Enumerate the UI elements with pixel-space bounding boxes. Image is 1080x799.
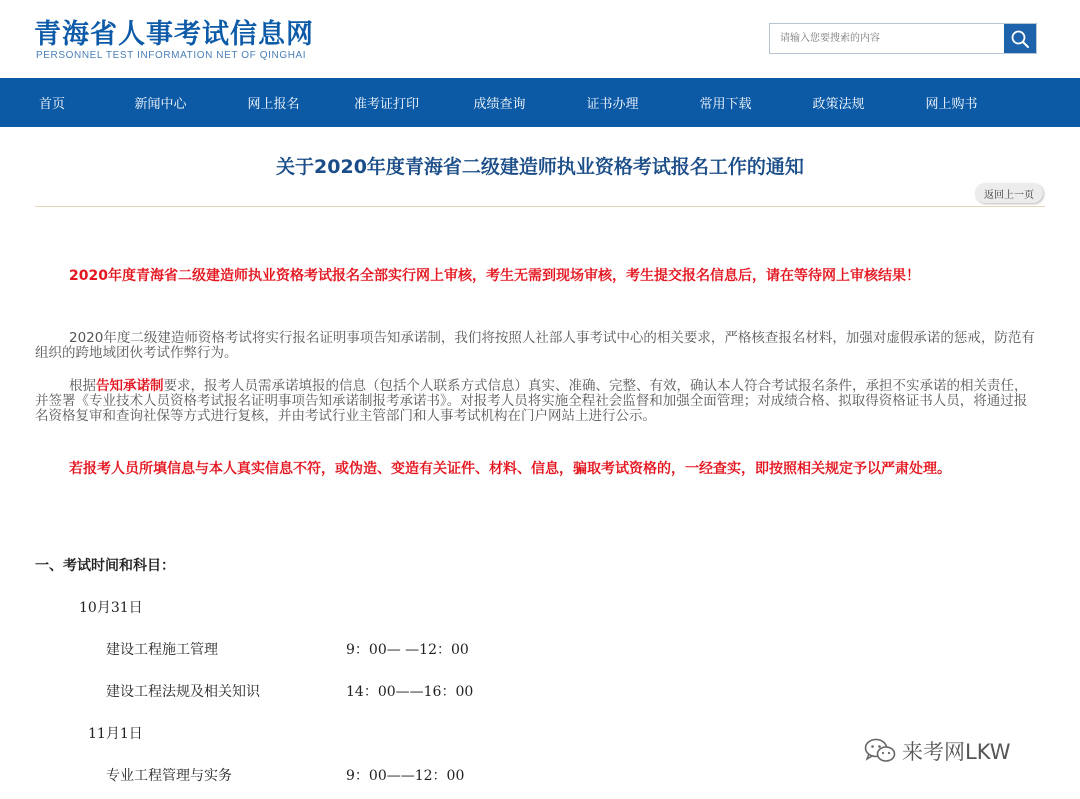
section-heading-exam-schedule: 一、考试时间和科目： bbox=[35, 558, 175, 574]
nav-item-admission-ticket[interactable]: 准考证打印 bbox=[353, 97, 419, 112]
search-button[interactable] bbox=[1004, 24, 1036, 53]
wechat-icon bbox=[864, 738, 896, 764]
back-button[interactable]: 返回上一页 bbox=[975, 183, 1043, 203]
exam-time-3: 9：00——12：00 bbox=[346, 768, 465, 784]
notice-commitment-system: 2020年度二级建造师资格考试将实行报名证明事项告知承诺制，我们将按照人社部人事考试中心的相关要求，严格核查报名材料，加强对虚假承诺的惩戒，防范有组织的跨地域团伙考试作弊行为。 bbox=[35, 330, 1035, 361]
watermark bbox=[864, 736, 1011, 766]
exam-subject-2: 建设工程法规及相关知识 bbox=[106, 684, 260, 700]
nav-item-book-purchase[interactable]: 网上购书 bbox=[925, 97, 978, 112]
article-title: 关于2020年度青海省二级建造师执业资格考试报名工作的通知 bbox=[276, 156, 804, 178]
main-nav bbox=[0, 78, 1080, 127]
search-input[interactable] bbox=[770, 24, 1005, 53]
notice-penalty: 若报考人员所填信息与本人真实信息不符，或伪造、变造有关证件、材料、信息，骗取考试资格的，一经查实，即按照相关规定予以严肃处理。 bbox=[69, 461, 951, 477]
watermark-text: 来考网LKW bbox=[902, 740, 1011, 764]
p3-body: 要求，报考人员需承诺填报的信息（包括个人联系方式信息）真实、准确、完整、有效，确认本人符合考试报名条件，承担不实承诺的相关责任，并签署《专业技术人员资格考试报名证明事项告知承诺制报考承诺书》。对报考人员将实施全程社会监督和加强全面管理；对成绩合格、拟取得资格证书人员，将通过报名资格复审和查询社保等方式进行复核，并由考试行业主管部门和人事考试机构在门户网站上进行公示。 bbox=[35, 378, 1028, 424]
nav-item-downloads[interactable]: 常用下载 bbox=[699, 97, 752, 112]
nav-item-online-registration[interactable]: 网上报名 bbox=[247, 97, 300, 112]
notice-commitment-requirements bbox=[35, 379, 1035, 424]
exam-date-1: 10月31日 bbox=[79, 600, 143, 616]
nav-item-news[interactable]: 新闻中心 bbox=[134, 97, 187, 112]
search-icon bbox=[1010, 29, 1030, 49]
nav-item-home[interactable]: 首页 bbox=[38, 97, 65, 112]
nav-item-certificate[interactable]: 证书办理 bbox=[586, 97, 639, 112]
p3-prefix: 根据 bbox=[69, 378, 96, 394]
site-subtitle: PERSONNEL TEST INFORMATION NET OF QINGHAI bbox=[36, 50, 307, 61]
title-divider bbox=[35, 206, 1045, 207]
nav-item-score-query[interactable]: 成绩查询 bbox=[473, 97, 526, 112]
exam-time-1: 9：00— —12：00 bbox=[346, 642, 469, 658]
commitment-link[interactable]: 告知承诺制 bbox=[96, 378, 164, 394]
exam-subject-3: 专业工程管理与实务 bbox=[106, 768, 232, 784]
notice-online-review: 2020年度青海省二级建造师执业资格考试报名全部实行网上审核，考生无需到现场审核，考生提交报名信息后，请在等待网上审核结果！ bbox=[69, 268, 920, 284]
search-box bbox=[769, 23, 1037, 54]
nav-item-policies[interactable]: 政策法规 bbox=[812, 97, 865, 112]
exam-subject-1: 建设工程施工管理 bbox=[106, 642, 218, 658]
exam-time-2: 14：00——16：00 bbox=[346, 684, 474, 700]
header bbox=[0, 0, 1080, 78]
site-title[interactable]: 青海省人事考试信息网 bbox=[34, 19, 314, 50]
exam-date-2: 11月1日 bbox=[88, 726, 143, 742]
